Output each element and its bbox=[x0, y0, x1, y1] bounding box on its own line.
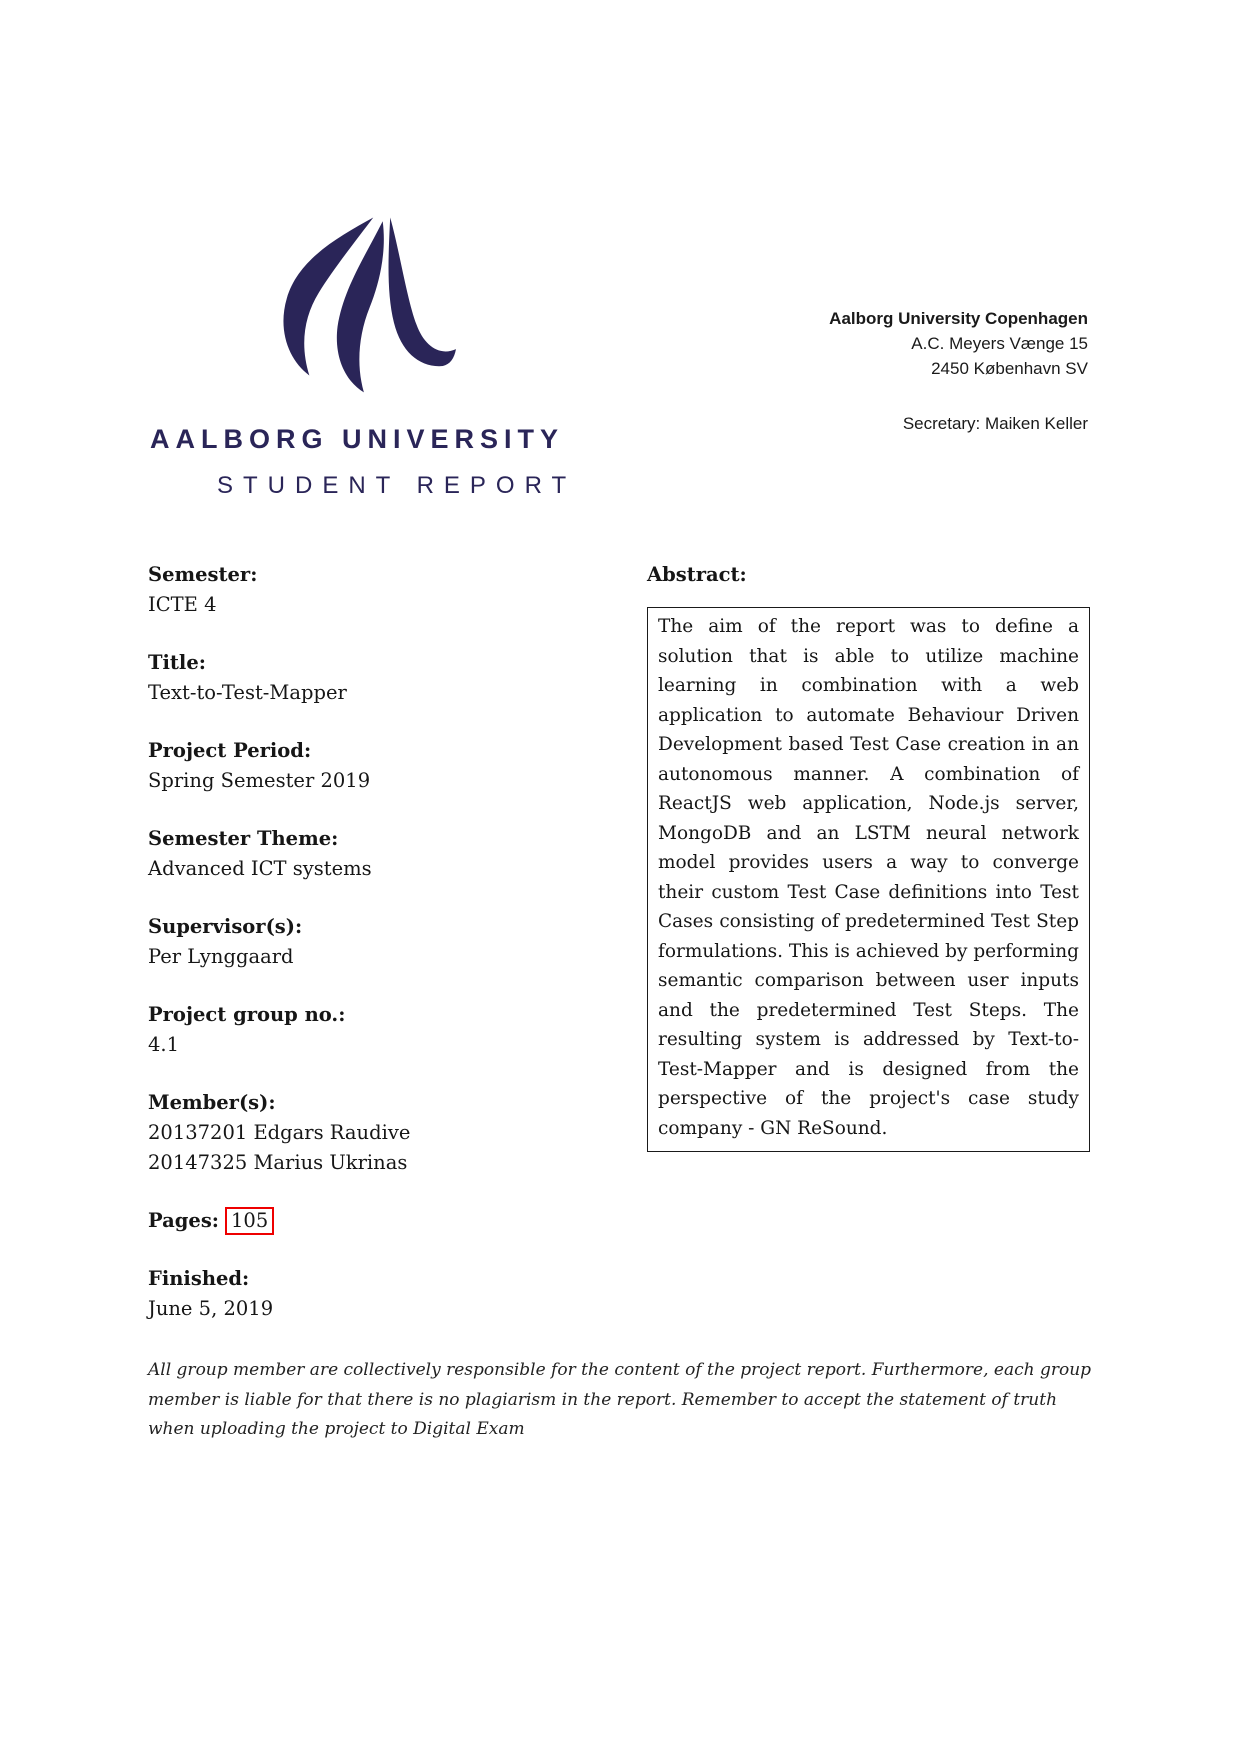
member-row: 20147325 Marius Ukrinas bbox=[148, 1151, 408, 1174]
field-semester bbox=[148, 560, 593, 620]
field-label: Finished: bbox=[148, 1267, 250, 1290]
abstract-section bbox=[647, 560, 1090, 1152]
field-semester-theme bbox=[148, 824, 593, 884]
field-supervisors bbox=[148, 912, 593, 972]
field-label: Semester Theme: bbox=[148, 827, 339, 850]
disclaimer-text: All group member are collectively responsible for the content of the project report. Furthermore, each group member is liable for that there is no plagiarism in the report. Remember to accept the statement of truth when uploading the project to Digital Exam bbox=[148, 1360, 1092, 1439]
field-label: Supervisor(s): bbox=[148, 915, 303, 938]
logo-wordmark-university: AALBORG UNIVERSITY bbox=[150, 424, 565, 454]
abstract-box bbox=[647, 607, 1090, 1152]
field-label: Title: bbox=[148, 651, 206, 674]
field-pages bbox=[148, 1206, 593, 1236]
field-value: Spring Semester 2019 bbox=[148, 769, 371, 792]
field-value: Text-to-Test-Mapper bbox=[148, 681, 347, 704]
address-institution: Aalborg University Copenhagen bbox=[829, 309, 1088, 328]
field-value: Per Lynggaard bbox=[148, 945, 294, 968]
field-title bbox=[148, 648, 593, 708]
member-row: 20137201 Edgars Raudive bbox=[148, 1121, 411, 1144]
address-street: A.C. Meyers Vænge 15 bbox=[911, 334, 1088, 353]
field-members bbox=[148, 1088, 593, 1178]
field-label: Project Period: bbox=[148, 739, 312, 762]
address-city: 2450 København SV bbox=[931, 359, 1088, 378]
pages-label: Pages: bbox=[148, 1209, 219, 1232]
aau-logo-icon bbox=[268, 210, 456, 398]
field-label: Semester: bbox=[148, 563, 258, 586]
logo-wordmark-student-report: STUDENT REPORT bbox=[217, 472, 577, 499]
field-label: Project group no.: bbox=[148, 1003, 346, 1026]
metadata-column bbox=[148, 560, 593, 1352]
field-value: 4.1 bbox=[148, 1033, 180, 1056]
field-project-group bbox=[148, 1000, 593, 1060]
abstract-text: The aim of the report was to define a solution that is able to utilize machine learning in combination with a web application to automate Behaviour Driven Development based Test Case creation in an autonomous manner. A combination of ReactJS web application, Node.js server, MongoDB and an LSTM neural network model provides users a way to converge their custom Test Case definitions into Test Cases consisting of predetermined Test Step formulations. This is achieved by performing semantic comparison between user inputs and the predetermined Test Steps. The resulting system is addressed by Text-to-Test-Mapper and is designed from the perspective of the project's case study company - GN ReSound. bbox=[658, 616, 1079, 1139]
address-block bbox=[829, 306, 1088, 436]
pages-count-link[interactable]: 105 bbox=[225, 1207, 274, 1235]
field-value: ICTE 4 bbox=[148, 593, 217, 616]
field-finished bbox=[148, 1264, 593, 1324]
abstract-label: Abstract: bbox=[647, 563, 747, 586]
field-value: June 5, 2019 bbox=[148, 1297, 274, 1320]
field-label: Member(s): bbox=[148, 1091, 276, 1114]
address-secretary: Secretary: Maiken Keller bbox=[902, 414, 1088, 433]
field-project-period bbox=[148, 736, 593, 796]
field-value: Advanced ICT systems bbox=[148, 857, 372, 880]
